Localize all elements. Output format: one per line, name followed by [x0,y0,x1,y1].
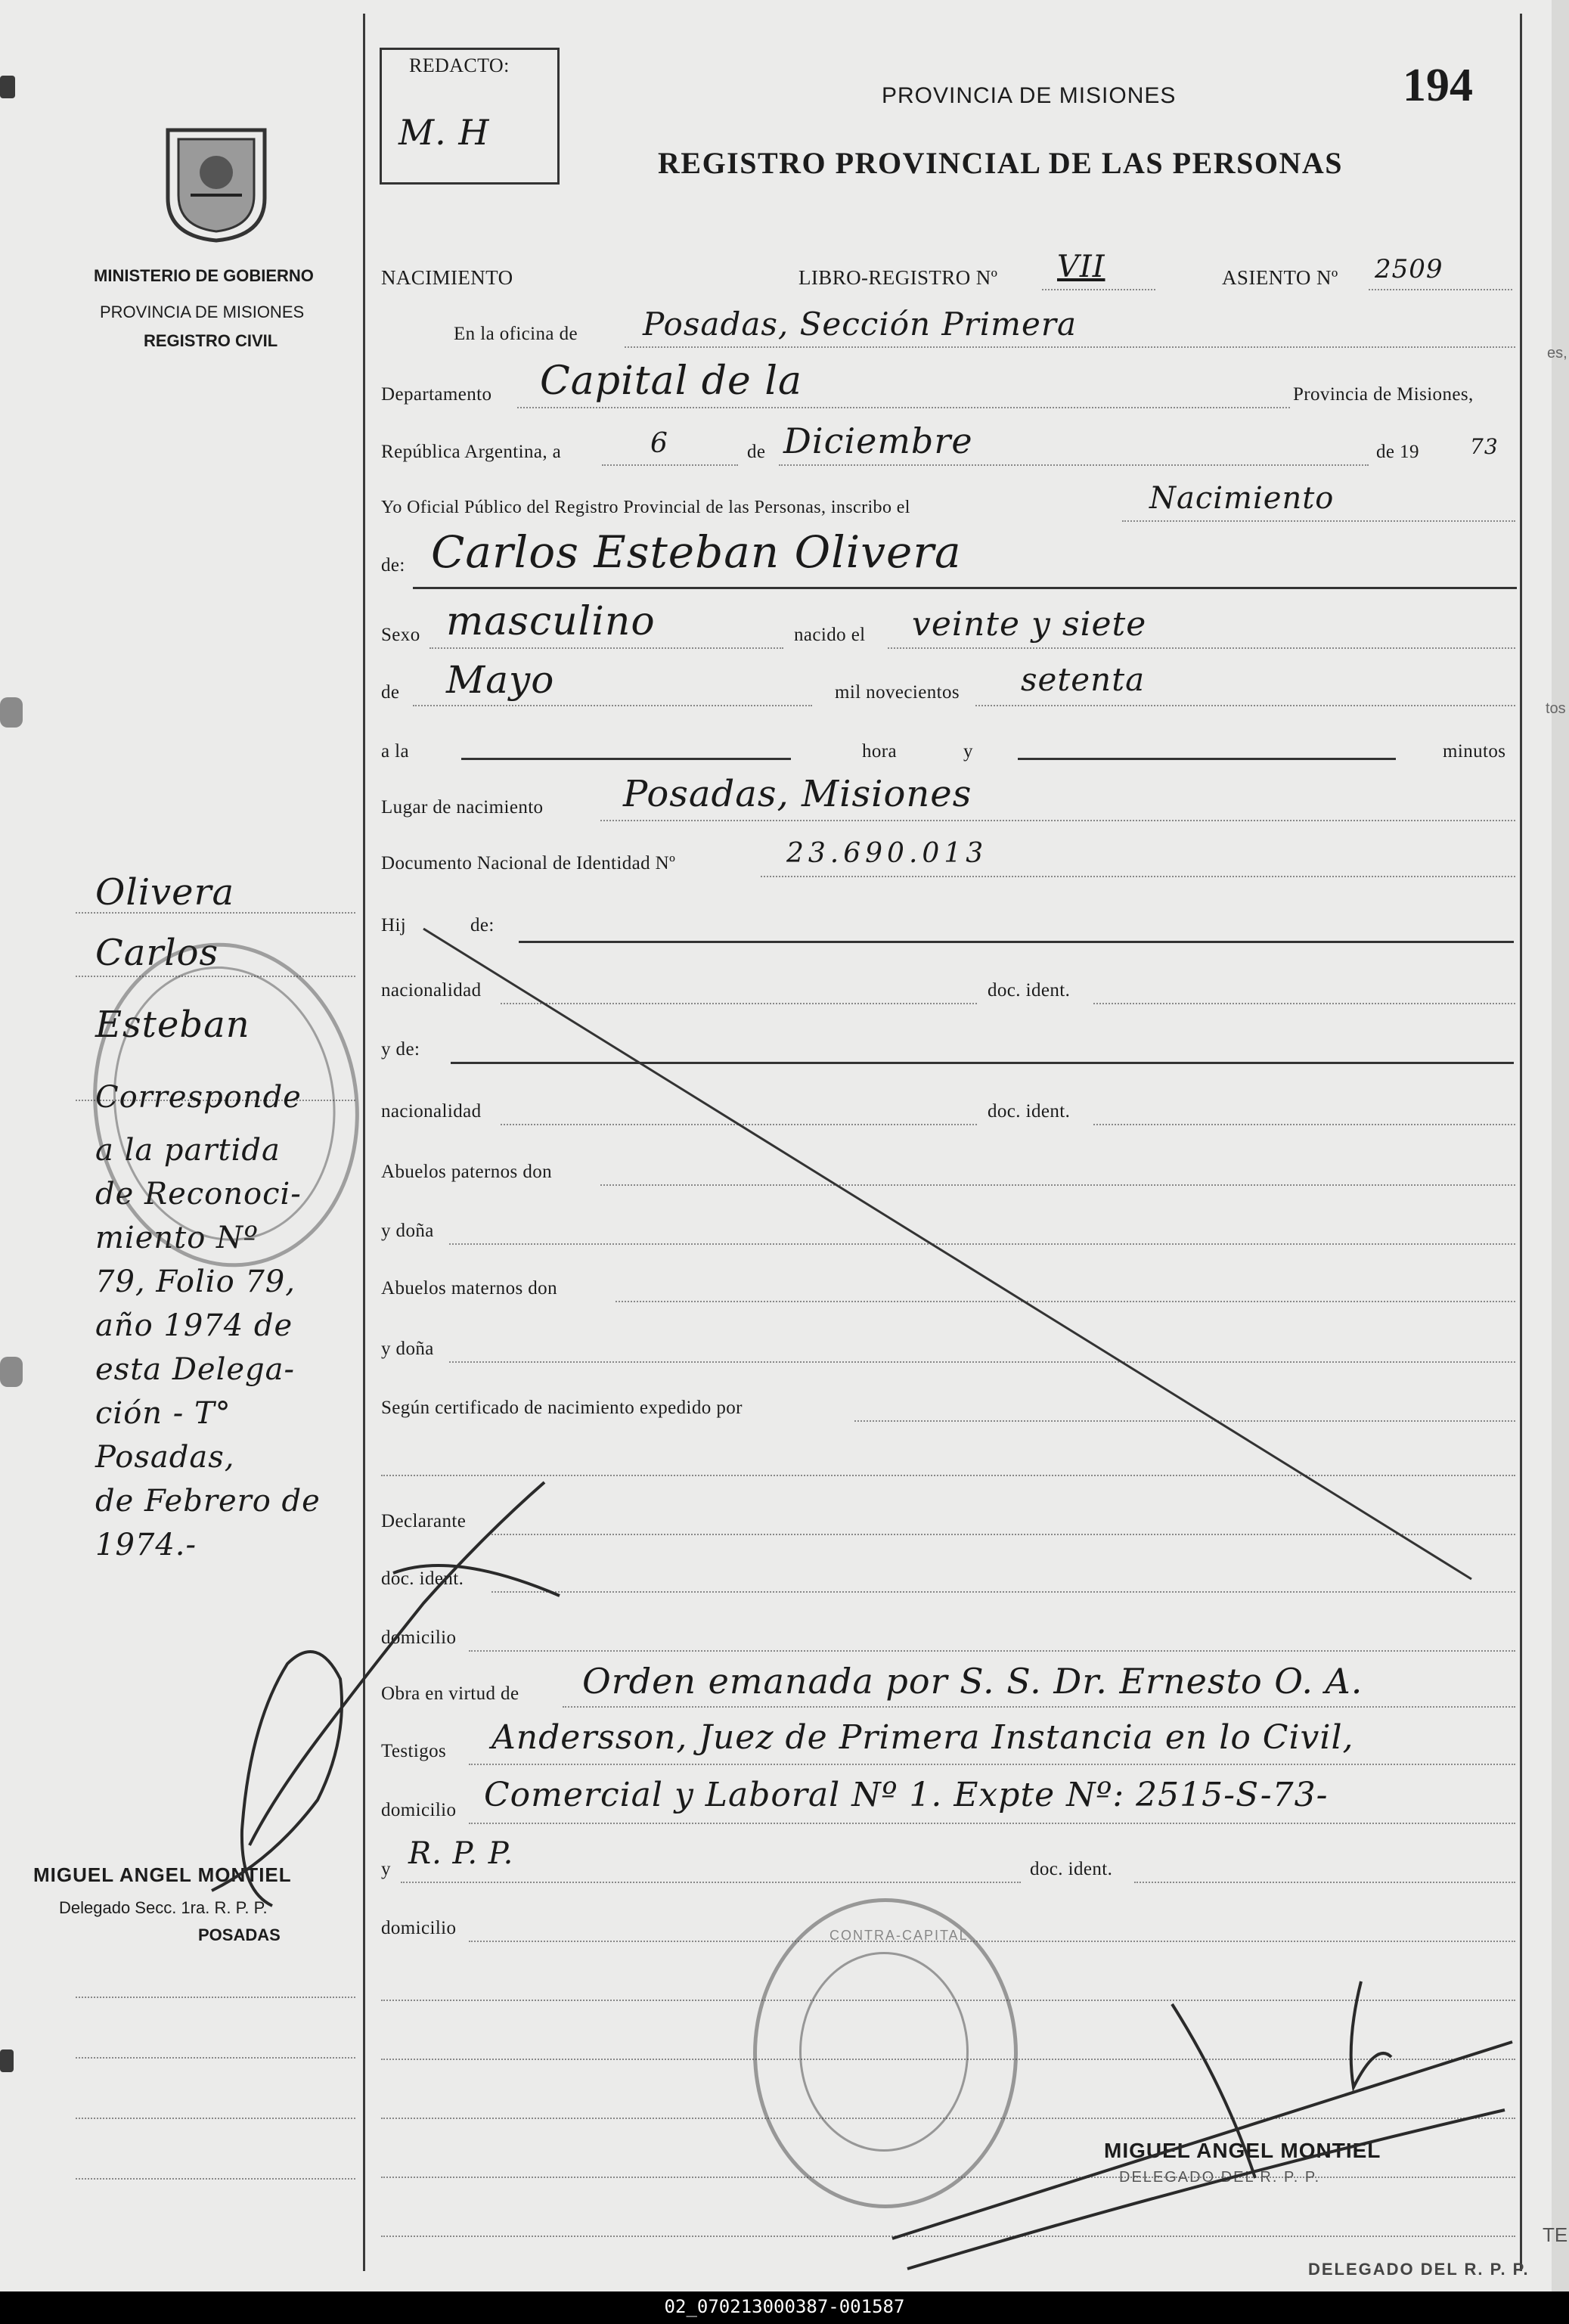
libro-label: LIBRO-REGISTRO Nº [798,266,998,289]
adjacent-page-edge [1552,0,1569,2291]
domicilio2-value: Comercial y Laboral Nº 1. Expte Nº: 2515-S-73- [484,1776,1329,1814]
margin-note-line: ción - T° [95,1396,231,1431]
binding-hole [0,76,15,98]
domicilio-label: domicilio [381,1627,457,1648]
nacionalidad2-label: nacionalidad [381,1101,482,1122]
margin-note-line: 79, Folio 79, [95,1264,296,1299]
asiento-label: ASIENTO Nº [1222,266,1338,289]
hij-label: Hij [381,915,407,935]
child-name: Carlos Esteban Olivera [431,526,962,578]
y-dona2-label: y doña [381,1339,434,1359]
nacimiento-label: NACIMIENTO [381,266,513,289]
cancel-diagonal-line [423,929,1471,1579]
de4-label: de: [470,915,495,935]
de-label: de [747,442,766,462]
declarante-label: Declarante [381,1511,467,1531]
margin-note-line: de Reconoci- [95,1177,302,1212]
segun-label: Según certificado de nacimiento expedido por [381,1398,743,1418]
left-signature-scribble [212,1482,560,1906]
day-value: 6 [650,428,668,459]
page-number: 194 [1403,60,1473,111]
domicilio2-label: domicilio [381,1800,457,1820]
ministry-line3: REGISTRO CIVIL [144,331,278,350]
minutos-label: minutos [1443,741,1506,762]
a-la-label: a la [381,741,409,762]
margin-note-line: año 1974 de [95,1308,293,1343]
yo-oficial-label: Yo Oficial Público del Registro Provincial de las Personas, inscribo el [381,498,910,517]
nacido-value: veinte y siete [912,605,1147,644]
edge-fragment-1: es, [1547,345,1567,361]
bottom-signature-title: DELEGADO DEL R. P. P. [1119,2169,1321,2186]
binding-hole [0,2049,14,2072]
ministry-line1: MINISTERIO DE GOBIERNO [94,266,314,285]
y-label: y [963,741,973,762]
margin-note-line: miento Nº [95,1221,259,1255]
obra-label: Obra en virtud de [381,1683,519,1704]
nacido-label: nacido el [794,625,866,645]
margin-note-line: esta Delega- [95,1352,296,1387]
oficina-value: Posadas, Sección Primera [643,306,1077,343]
domicilio3-label: domicilio [381,1918,457,1938]
left-signature-name: MIGUEL ANGEL MONTIEL [33,1863,292,1886]
lugar-label: Lugar de nacimiento [381,797,544,818]
nacionalidad-label: nacionalidad [381,980,482,1001]
doc-ident4-label: doc. ident. [1030,1859,1113,1879]
abuelos-paternos-label: Abuelos paternos don [381,1162,553,1182]
margin-note-line: Posadas, [95,1440,235,1475]
republica-label: República Argentina, a [381,442,562,462]
margin-note-line: Corresponde [95,1080,302,1115]
left-signature-title: Delegado Secc. 1ra. R. P. P. [59,1898,268,1917]
margin-note-line: Esteban [95,1004,250,1046]
month-value: Diciembre [783,420,973,461]
footer-caption: 02_070213000387-001587 [664,2296,905,2317]
asiento-value: 2509 [1375,254,1443,284]
redacto-value: M. H [398,112,490,153]
binding-hole [0,697,23,728]
margin-note-line: Carlos [95,932,219,974]
registry-title: REGISTRO PROVINCIAL DE LAS PERSONAS [658,146,1344,180]
inscribo-value: Nacimiento [1149,481,1335,516]
departamento-value: Capital de la [540,358,802,404]
y2-label: y [381,1859,391,1879]
binding-hole [0,1357,23,1387]
edge-fragment-2: tos [1546,700,1566,717]
obra-value: Orden emanada por S. S. Dr. Ernesto O. A. [582,1661,1363,1702]
margin-note-line: a la partida [95,1133,281,1168]
mil-value: setenta [1021,661,1146,698]
bottom-stamp-text: CONTRA-CAPITAL [829,1928,969,1943]
hora-label: hora [862,741,898,762]
province-heading: PROVINCIA DE MISIONES [882,83,1177,108]
de3-label: de [381,682,400,703]
doc-ident2-label: doc. ident. [988,1101,1071,1122]
year-value: 73 [1470,434,1499,459]
dni-value: 23.690.013 [786,838,988,869]
margin-note-line: Olivera [95,871,235,914]
departamento-label: Departamento [381,384,492,405]
sexo-value: masculino [446,599,656,644]
y2-value: R. P. P. [408,1836,514,1871]
bottom-signature-scribble [892,1981,1512,2269]
doc-ident-label: doc. ident. [988,980,1071,1001]
margin-note-line: 1974.- [95,1528,197,1562]
mil-label: mil novecientos [835,682,960,703]
redacto-label: REDACTO: [409,54,510,76]
footer-bar [0,2291,1569,2324]
testigos-label: Testigos [381,1741,447,1761]
lugar-value: Posadas, Misiones [623,773,972,815]
margin-note-line: de Febrero de [95,1484,321,1519]
left-signature-place: POSADAS [198,1925,281,1944]
y-de-label: y de: [381,1039,420,1060]
provincia-label: Provincia de Misiones, [1293,384,1474,405]
abuelos-maternos-label: Abuelos maternos don [381,1278,557,1299]
dni-label: Documento Nacional de Identidad Nº [381,853,676,873]
de2-label: de: [381,555,405,576]
mes-value: Mayo [446,658,555,702]
testigos-value: Andersson, Juez de Primera Instancia en lo Civil, [491,1718,1354,1757]
libro-value: VII [1057,250,1105,284]
bottom-signature-name: MIGUEL ANGEL MONTIEL [1104,2139,1381,2162]
edge-text-bottom-right: DELEGADO DEL R. P. P. [1308,2260,1530,2279]
doc-ident3-label: doc. ident. [381,1568,464,1589]
y-dona-label: y doña [381,1221,434,1241]
sexo-label: Sexo [381,625,420,645]
edge-fragment-3: TE [1543,2223,1568,2246]
de-year-label: de 19 [1376,442,1419,462]
ministry-line2: PROVINCIA DE MISIONES [100,303,305,321]
oficina-label: En la oficina de [454,324,578,344]
